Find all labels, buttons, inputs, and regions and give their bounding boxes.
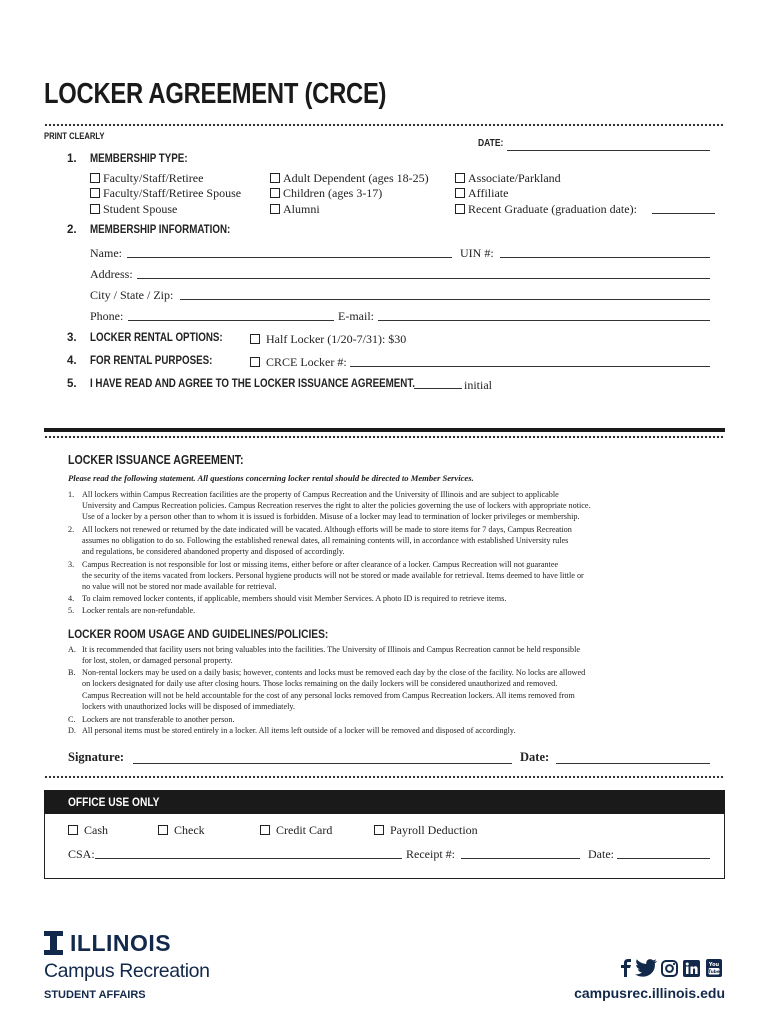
list-item-line: on lockers designated for daily use after closing hours. Those locks remaining on the daily lockers will be considered unauthorized and removed.: [82, 679, 558, 689]
payment-option-payroll[interactable]: Payroll Deduction: [374, 823, 478, 838]
checkbox-icon: [455, 173, 465, 183]
receipt-label: Receipt #:: [406, 847, 455, 861]
signature-date-label: Date:: [520, 750, 550, 764]
membership-option-affiliate[interactable]: Affiliate: [455, 186, 508, 201]
list-item-number: D.: [68, 726, 76, 736]
uin-field[interactable]: [500, 257, 710, 258]
name-label: Name:: [90, 246, 122, 260]
list-item-line: assumes no obligation to do so. Following the established renewal dates, all remaining contents will, in accordance with established University rules: [82, 536, 569, 545]
youtube-icon[interactable]: [706, 959, 722, 977]
list-item-line: for lost, stolen, or damaged personal property.: [82, 656, 233, 666]
csa-field[interactable]: [95, 858, 402, 859]
list-item-line: Use of a locker by a person other than to whom it is issued is forbidden. Misuse of a locker may lead to termination of locker privileges or membership.: [82, 512, 580, 522]
twitter-icon[interactable]: [635, 959, 657, 977]
half-locker-option[interactable]: Half Locker (1/20-7/31): $30: [250, 332, 406, 347]
list-item-number: C.: [68, 714, 76, 724]
signature-label: Signature:: [68, 750, 125, 764]
graduation-date-field[interactable]: [652, 213, 715, 214]
list-item-number: 5.: [68, 606, 75, 615]
website-link[interactable]: campusrec.illinois.edu: [574, 985, 725, 1001]
list-item-line: and regulations, be considered abandoned property and disposed of accordingly.: [82, 547, 345, 557]
issuance-heading: LOCKER ISSUANCE AGREEMENT:: [68, 453, 244, 467]
crce-locker-number-field[interactable]: [350, 366, 710, 367]
section-4-number: 4.: [67, 355, 77, 367]
signature-field[interactable]: [133, 763, 512, 764]
crce-locker-option[interactable]: CRCE Locker #:: [250, 355, 347, 370]
checkbox-icon: [250, 334, 260, 344]
rental-options-heading: LOCKER RENTAL OPTIONS:: [90, 332, 223, 344]
list-item-line: Campus Recreation is not responsible for lost or missing items, either before or after clearance of a locker. Campus Recreation will not guarantee: [82, 559, 559, 569]
receipt-field[interactable]: [461, 858, 580, 859]
issuance-intro: Please read the following statement. All questions concerning locker rental should be directed to Member Services.: [68, 473, 474, 483]
list-item-number: 3.: [68, 559, 75, 569]
initial-label: initial: [464, 378, 492, 392]
checkbox-icon: [374, 825, 384, 835]
page-title: LOCKER AGREEMENT (CRCE): [44, 78, 387, 110]
address-field[interactable]: [137, 278, 710, 279]
checkbox-icon: [270, 173, 280, 183]
city-state-zip-field[interactable]: [180, 299, 710, 300]
agree-heading: I HAVE READ AND AGREE TO THE LOCKER ISSUANCE AGREEMENT.: [90, 378, 415, 390]
checkbox-icon: [270, 188, 280, 198]
department-name: Campus Recreation: [44, 960, 210, 982]
phone-label: Phone:: [90, 309, 124, 323]
payment-option-check[interactable]: Check: [158, 823, 205, 838]
block-i-icon: [44, 931, 63, 955]
phone-field[interactable]: [128, 320, 334, 321]
list-item-line: the security of the items vacated from lockers. Personal hygiene products will not be stored or made available for retrieval. Items deemed to have little or: [82, 570, 584, 580]
section-3-number: 3.: [67, 332, 77, 344]
office-use-heading: OFFICE USE ONLY: [68, 795, 160, 809]
membership-option-recent-graduate[interactable]: Recent Graduate (graduation date):: [455, 202, 637, 217]
list-item-line: All personal items must be stored entirely in a locker. All items left outside of a locker will be removed and disposed of accordingly.: [82, 726, 516, 736]
checkbox-icon: [455, 188, 465, 198]
checkbox-icon: [90, 204, 100, 214]
list-item-line: Lockers are not transferable to another person.: [82, 714, 235, 724]
email-field[interactable]: [378, 320, 710, 321]
office-date-field[interactable]: [617, 858, 710, 859]
guidelines-heading: LOCKER ROOM USAGE AND GUIDELINES/POLICIES:: [68, 627, 329, 641]
list-item-number: A.: [68, 645, 76, 654]
membership-option-student-spouse[interactable]: Student Spouse: [90, 202, 177, 217]
address-label: Address:: [90, 267, 133, 281]
list-item-number: 2.: [68, 524, 75, 534]
checkbox-icon: [455, 204, 465, 214]
checkbox-icon: [90, 188, 100, 198]
checkbox-icon: [260, 825, 270, 835]
signature-date-field[interactable]: [556, 763, 710, 764]
list-item-line: To claim removed locker contents, if applicable, members should visit Member Services. A photo ID is required to retrieve items.: [82, 594, 507, 604]
membership-option-adult-dependent[interactable]: Adult Dependent (ages 18-25): [270, 171, 429, 186]
list-item-number: 4.: [68, 594, 75, 604]
list-item-line: Non-rental lockers may be used on a daily basis; however, contents and locks must be removed each day by the close of the facility. No locks are allowed: [82, 668, 586, 678]
csa-label: CSA:: [68, 847, 95, 861]
section-1-number: 1.: [67, 153, 77, 165]
payment-option-cash[interactable]: Cash: [68, 823, 108, 838]
lower-divider-dots: [44, 775, 725, 779]
name-field[interactable]: [127, 257, 452, 258]
membership-option-children[interactable]: Children (ages 3-17): [270, 186, 382, 201]
checkbox-icon: [68, 825, 78, 835]
list-item-line: Locker rentals are non-refundable.: [82, 606, 196, 615]
illinois-wordmark: ILLINOIS: [70, 930, 172, 956]
city-state-zip-label: City / State / Zip:: [90, 288, 174, 302]
membership-option-associate[interactable]: Associate/Parkland: [455, 171, 561, 186]
initial-field[interactable]: [414, 388, 462, 389]
checkbox-icon: [270, 204, 280, 214]
facebook-icon[interactable]: [620, 959, 632, 977]
payment-option-credit-card[interactable]: Credit Card: [260, 823, 332, 838]
list-item-line: University and Campus Recreation policies. Campus Recreation reserves the right to alter the policies governing the use of lockers with appropriate notice.: [82, 501, 591, 511]
list-item-line: lockers with unauthorized locks will be disposed of immediately.: [82, 701, 295, 711]
membership-option-alumni[interactable]: Alumni: [270, 202, 320, 217]
rental-purposes-heading: FOR RENTAL PURPOSES:: [90, 355, 213, 367]
section-5-number: 5.: [67, 378, 77, 390]
uin-label: UIN #:: [460, 246, 494, 260]
list-item-line: no value will not be stored nor made available for retrieval.: [82, 582, 277, 591]
membership-type-heading: MEMBERSHIP TYPE:: [90, 153, 188, 165]
membership-option-faculty[interactable]: Faculty/Staff/Retiree: [90, 171, 203, 186]
department-sub: STUDENT AFFAIRS: [44, 989, 146, 1001]
instagram-icon[interactable]: [661, 960, 678, 977]
list-item-line: It is recommended that facility users not bring valuables into the facilities. The University of Illinois and Campus Recreation cannot be held responsible: [82, 645, 581, 654]
list-item-number: 1.: [68, 490, 75, 499]
section-2-number: 2.: [67, 224, 77, 236]
membership-option-faculty-spouse[interactable]: Faculty/Staff/Retiree Spouse: [90, 186, 241, 201]
membership-info-heading: MEMBERSHIP INFORMATION:: [90, 224, 231, 236]
list-item-line: Campus Recreation will not be held accountable for the cost of any personal locks removed from Campus Recreation lockers. All items removed from: [82, 690, 575, 700]
date-field[interactable]: [507, 150, 710, 151]
list-item-line: All lockers not renewed or returned by the date indicated will be vacated. Although efforts will be made to store items for 7 days, Campus Recreation: [82, 524, 572, 534]
print-clearly: PRINT CLEARLY: [44, 131, 105, 141]
list-item-line: All lockers within Campus Recreation facilities are the property of Campus Recreation and the University of Illinois and are subject to applicable: [82, 490, 559, 499]
checkbox-icon: [90, 173, 100, 183]
linkedin-icon[interactable]: [683, 960, 700, 977]
middle-divider-bar: [44, 428, 725, 432]
top-divider: [44, 123, 725, 127]
checkbox-icon: [250, 357, 260, 367]
date-label: DATE:: [478, 138, 504, 149]
social-icons: [620, 958, 725, 978]
middle-divider-dots: [44, 435, 725, 439]
svg-text:Tube: Tube: [708, 970, 720, 976]
office-date-label: Date:: [588, 847, 614, 861]
svg-text:You: You: [708, 962, 720, 968]
checkbox-icon: [158, 825, 168, 835]
list-item-number: B.: [68, 668, 76, 678]
email-label: E-mail:: [338, 309, 374, 323]
